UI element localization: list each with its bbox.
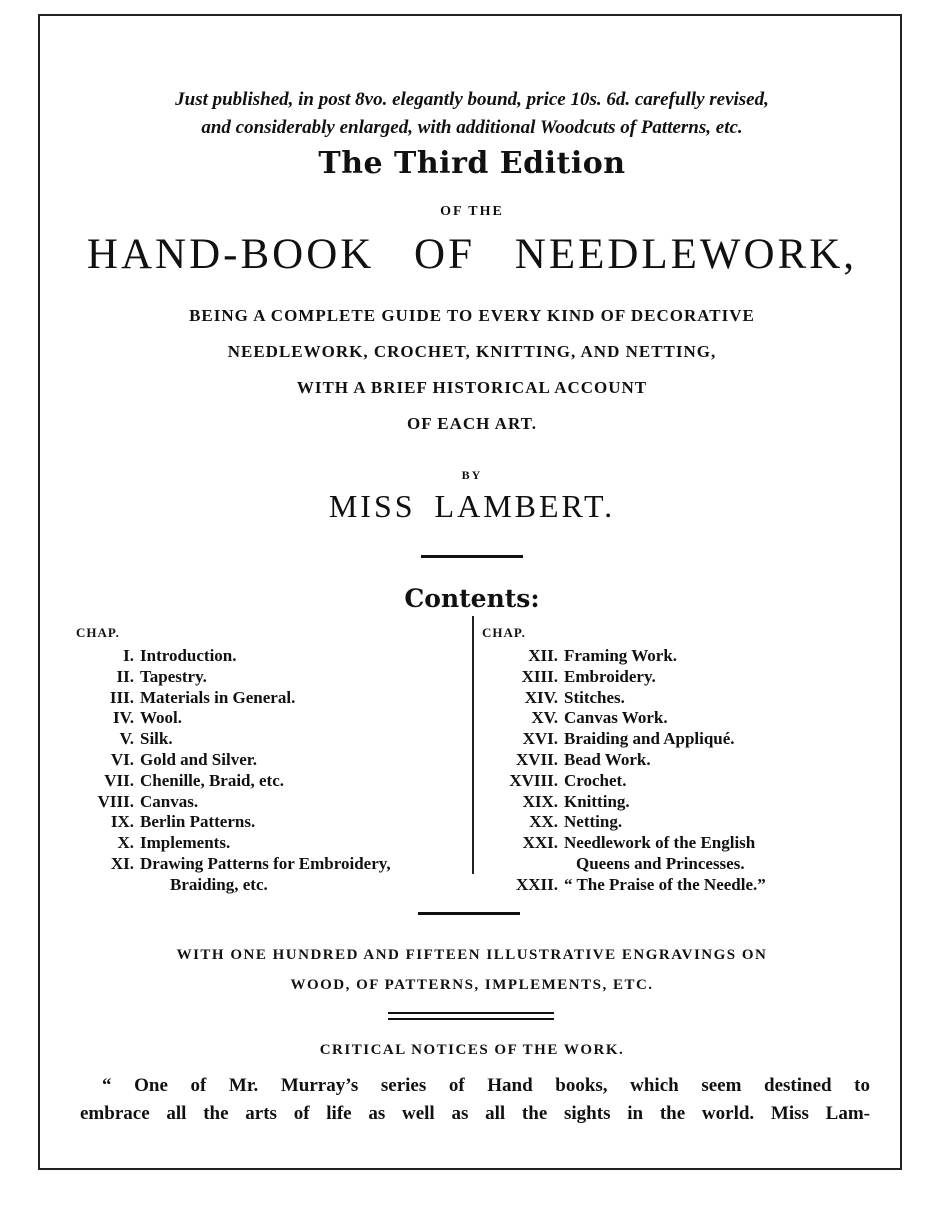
list-item [76, 708, 476, 729]
list-item [76, 688, 476, 709]
critical-notice-line-2: embrace all the arts of life as well as all the sights in the world. Miss Lam- [80, 1103, 870, 1124]
chapter-number: XIV. [524, 687, 558, 707]
chapter-title-continuation: Braiding, etc. [170, 874, 268, 894]
chap-label: CHAP. [76, 625, 120, 640]
chapter-number: X. [117, 833, 134, 853]
chapter-title: Bead Work. [564, 749, 651, 769]
book-title: HAND-BOOK OF NEEDLEWORK, [86, 231, 858, 278]
list-item [76, 854, 476, 875]
chapter-title: Tapestry. [140, 666, 207, 686]
chapter-title: Silk. [140, 729, 173, 749]
chapter-number: XVIII. [509, 770, 558, 790]
chapter-number: VI. [110, 749, 134, 769]
divider-rule-1 [421, 555, 523, 558]
list-item [482, 708, 892, 729]
chapter-number: XII. [528, 646, 558, 665]
edition-heading: The Third Edition [318, 146, 626, 181]
critical-notice-text [80, 1072, 870, 1128]
list-item [482, 667, 892, 688]
double-rule-top [388, 1012, 554, 1014]
list-item [76, 729, 476, 750]
chapter-title: Gold and Silver. [140, 749, 257, 769]
list-item [482, 646, 892, 667]
chapter-number: XIX. [522, 791, 558, 811]
chapter-number: IX. [110, 812, 134, 832]
list-item [76, 792, 476, 813]
subtitle-line-2: NEEDLEWORK, CROCHET, KNITTING, AND NETTING, [227, 342, 717, 361]
list-item [482, 729, 892, 750]
author-name: MISS LAMBERT. [328, 488, 616, 524]
chapter-number: XXII. [515, 874, 558, 894]
chapter-title: Netting. [564, 812, 623, 832]
list-item [482, 792, 892, 813]
chapter-number: VII. [104, 770, 134, 790]
chapter-title: Implements. [140, 833, 231, 853]
list-item [76, 771, 476, 792]
chapter-title: Embroidery. [564, 666, 656, 686]
by-label: BY [461, 468, 483, 482]
list-item [76, 750, 476, 771]
subtitle-line-4: OF EACH ART. [407, 414, 537, 433]
chapter-number: I. [123, 646, 134, 665]
chapter-title: Introduction. [140, 646, 237, 665]
of-the-label: OF THE [440, 204, 504, 219]
publication-notice [0, 86, 944, 142]
chapter-number: XV. [531, 708, 558, 728]
chapter-title: Materials in General. [140, 687, 296, 707]
list-item [76, 812, 476, 833]
chapter-title: Braiding and Appliqué. [564, 729, 735, 749]
chapter-title: Framing Work. [564, 646, 678, 665]
chapter-number: III. [109, 687, 134, 707]
chapter-number: IV. [113, 708, 134, 728]
chapter-title: Canvas. [140, 791, 199, 811]
list-item [482, 875, 892, 896]
chapter-number: XVI. [522, 729, 558, 749]
column-divider [472, 616, 474, 874]
chap-label: CHAP. [482, 625, 526, 640]
subtitle-line-3: WITH A BRIEF HISTORICAL ACCOUNT [296, 378, 648, 397]
chapter-title: “ The Praise of the Needle.” [564, 874, 766, 894]
list-item [76, 833, 476, 854]
chapter-number: XI. [110, 853, 134, 873]
chapter-title: Knitting. [564, 791, 630, 811]
illustrations-note [0, 940, 944, 1000]
chapter-number: V. [119, 729, 134, 749]
list-item [482, 833, 892, 854]
chapter-number: XIII. [521, 666, 558, 686]
list-item [482, 750, 892, 771]
chapter-title-continuation: Queens and Princesses. [576, 853, 745, 873]
chapter-title: Wool. [140, 708, 183, 728]
list-item [482, 771, 892, 792]
chapter-title: Crochet. [564, 770, 627, 790]
illustrations-note-line-1: WITH ONE HUNDRED AND FIFTEEN ILLUSTRATIVE ENGRAVINGS ON [176, 947, 768, 963]
double-rule-bottom [388, 1018, 554, 1020]
chapter-number: XVII. [515, 749, 558, 769]
publication-notice-line-2: and considerably enlarged, with additional Woodcuts of Patterns, etc. [201, 117, 743, 138]
contents-left-column [76, 626, 476, 896]
chapter-number: VIII. [97, 791, 134, 811]
list-item [482, 688, 892, 709]
chapter-title: Drawing Patterns for Embroidery, [140, 853, 391, 873]
critical-notice-line-1: “ One of Mr. Murray’s series of Hand books, which seem destined to [102, 1075, 870, 1096]
chapter-title: Chenille, Braid, etc. [140, 770, 285, 790]
publication-notice-line-1: Just published, in post 8vo. elegantly bound, price 10s. 6d. carefully revised, [175, 89, 769, 110]
chapter-number: II. [116, 666, 134, 686]
critical-notices-heading: CRITICAL NOTICES OF THE WORK. [319, 1042, 625, 1058]
chapter-title: Needlework of the English [564, 833, 756, 853]
chapter-title: Stitches. [564, 687, 625, 707]
chapter-title: Berlin Patterns. [140, 812, 256, 832]
divider-rule-2 [418, 912, 520, 915]
subtitle-line-1: BEING A COMPLETE GUIDE TO EVERY KIND OF DECORATIVE [189, 306, 755, 325]
chapter-number: XX. [529, 812, 558, 832]
list-item [76, 646, 476, 667]
chapter-number: XXI. [522, 833, 558, 853]
list-item [482, 812, 892, 833]
chapter-title: Canvas Work. [564, 708, 668, 728]
contents-right-column [482, 626, 892, 896]
contents-heading: Contents: [404, 584, 540, 613]
illustrations-note-line-2: WOOD, OF PATTERNS, IMPLEMENTS, ETC. [290, 977, 654, 993]
list-item [76, 667, 476, 688]
